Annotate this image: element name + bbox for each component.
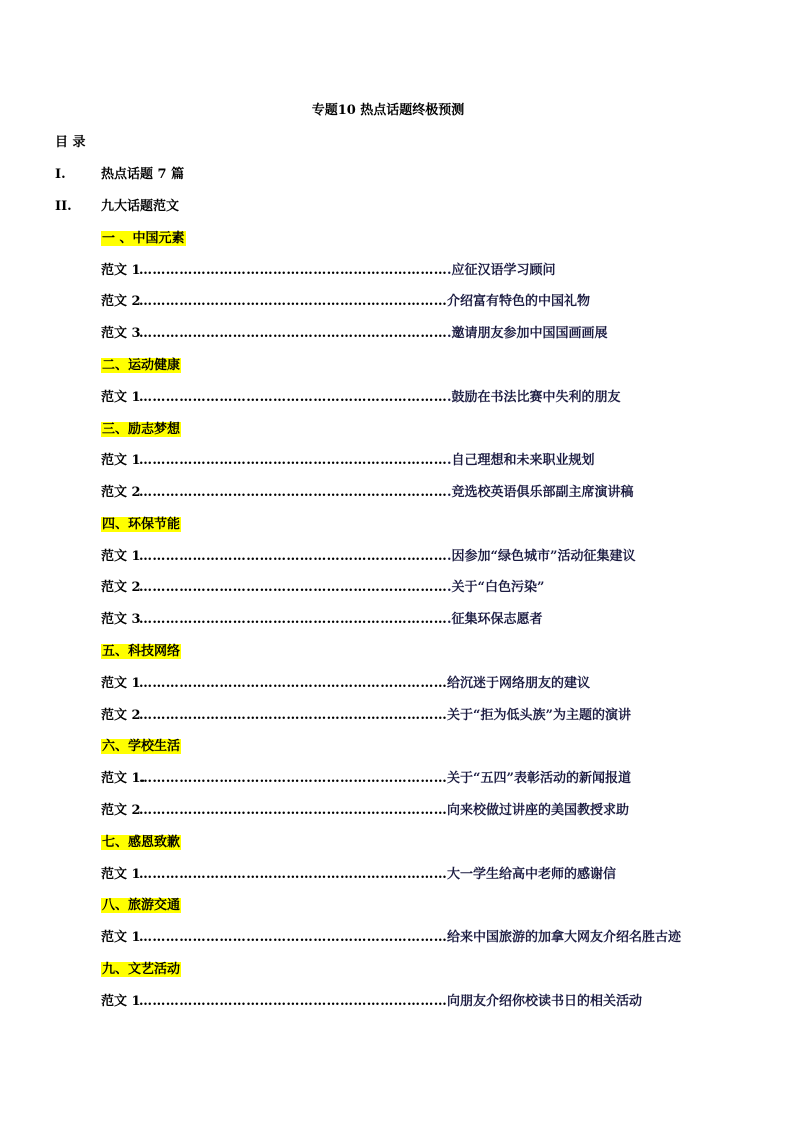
- entry-label: 范文 1: [101, 453, 141, 468]
- section-heading: 四、环保节能: [102, 517, 181, 532]
- toc-entry[interactable]: [101, 993, 643, 1011]
- entry-label: 范文 2: [101, 708, 141, 723]
- entry-title: .因参加“绿色城市”活动征集建议: [447, 549, 636, 564]
- entry-title: 关于“五四”表彰活动的新闻报道: [447, 771, 631, 786]
- toc-entry[interactable]: [101, 802, 630, 820]
- toc-entry[interactable]: [101, 293, 591, 311]
- entry-label: 范文 2: [101, 803, 141, 818]
- part-title: 热点话题 7 篇: [101, 167, 185, 182]
- entry-title: .竞选校英语俱乐部副主席演讲稿: [447, 485, 634, 500]
- section-heading: 七、感恩致歉: [102, 835, 181, 850]
- leader-dots: ……………………………………………………………: [139, 612, 447, 627]
- entry-label: 范文 1: [101, 930, 141, 945]
- entry-label: 范文 2: [101, 580, 141, 595]
- entry-label: 范文 1: [101, 549, 141, 564]
- toc-entry[interactable]: [101, 675, 591, 693]
- entry-label: 范文 1.: [101, 771, 146, 786]
- entry-label: 范文 1: [101, 390, 141, 405]
- entry-title: 介绍富有特色的中国礼物: [447, 294, 591, 309]
- toc-entry[interactable]: [101, 325, 608, 343]
- entry-title: 关于“拒为低头族”为主题的演讲: [447, 708, 631, 723]
- page-title: 专题10 热点话题终极预测: [311, 103, 465, 118]
- leader-dots: ……………………………………………………………: [139, 994, 447, 1009]
- toc-entry[interactable]: [101, 770, 631, 788]
- entry-label: 范文 1: [101, 867, 141, 882]
- entry-label: 范文 3: [101, 612, 141, 627]
- toc-entry[interactable]: [101, 579, 545, 597]
- entry-label: 范文 2: [101, 485, 141, 500]
- toc-heading: 目 录: [55, 135, 86, 150]
- entry-title: .邀请朋友参加中国国画画展: [447, 326, 608, 341]
- leader-dots: ……………………………………………………………: [139, 676, 447, 691]
- leader-dots: ……………………………………………………………: [139, 485, 447, 500]
- entry-title: .自己理想和未来职业规划: [447, 453, 595, 468]
- leader-dots: ……………………………………………………………: [139, 549, 447, 564]
- toc-entry[interactable]: [101, 611, 543, 629]
- leader-dots: ……………………………………………………………: [139, 867, 447, 882]
- entry-title: 向来校做过讲座的美国教授求助: [447, 803, 630, 818]
- section-heading: 九、文艺活动: [102, 962, 181, 977]
- leader-dots: ……………………………………………………………: [139, 294, 447, 309]
- section-heading: 五、科技网络: [102, 644, 181, 659]
- entry-title: .应征汉语学习顾问: [447, 263, 556, 278]
- entry-title: 给沉迷于网络朋友的建议: [447, 676, 591, 691]
- entry-label: 范文 2: [101, 294, 141, 309]
- leader-dots: ……………………………………………………………: [139, 771, 447, 786]
- section-heading: 六、学校生活: [102, 739, 181, 754]
- section-heading: 三、励志梦想: [102, 422, 181, 437]
- leader-dots: ……………………………………………………………: [139, 326, 447, 341]
- entry-label: 范文 1: [101, 263, 141, 278]
- toc-entry[interactable]: [101, 389, 621, 407]
- entry-title: 给来中国旅游的加拿大网友介绍名胜古迹: [447, 930, 682, 945]
- leader-dots: ……………………………………………………………: [139, 930, 447, 945]
- part-number: I.: [55, 167, 66, 182]
- leader-dots: ……………………………………………………………: [139, 453, 447, 468]
- section-heading: 一 、中国元素: [102, 231, 185, 246]
- entry-title: 大一学生给高中老师的感谢信: [447, 867, 617, 882]
- toc-entry[interactable]: [101, 929, 682, 947]
- entry-title: .征集环保志愿者: [447, 612, 543, 627]
- leader-dots: ……………………………………………………………: [139, 390, 447, 405]
- toc-entry[interactable]: [101, 484, 634, 502]
- entry-label: 范文 3: [101, 326, 141, 341]
- toc-part-2: [0, 198, 776, 216]
- entry-title: .鼓励在书法比赛中失利的朋友: [447, 390, 621, 405]
- toc-entry[interactable]: [101, 262, 556, 280]
- section-heading: 八、旅游交通: [102, 898, 181, 913]
- section-heading: 二、运动健康: [102, 358, 181, 373]
- entry-title: .关于“白色污染”: [447, 580, 545, 595]
- leader-dots: ……………………………………………………………: [139, 708, 447, 723]
- part-title: 九大话题范文: [101, 199, 180, 214]
- entry-label: 范文 1: [101, 676, 141, 691]
- part-number: II.: [55, 199, 72, 214]
- leader-dots: ……………………………………………………………: [139, 803, 447, 818]
- entry-label: 范文 1: [101, 994, 141, 1009]
- entry-title: 向朋友介绍你校读书日的相关活动: [447, 994, 643, 1009]
- toc-entry[interactable]: [101, 548, 636, 566]
- toc-entry[interactable]: [101, 707, 631, 725]
- leader-dots: ……………………………………………………………: [139, 263, 447, 278]
- toc-entry[interactable]: [101, 866, 617, 884]
- toc-entry[interactable]: [101, 452, 595, 470]
- leader-dots: ……………………………………………………………: [139, 580, 447, 595]
- toc-part-1: [0, 166, 776, 184]
